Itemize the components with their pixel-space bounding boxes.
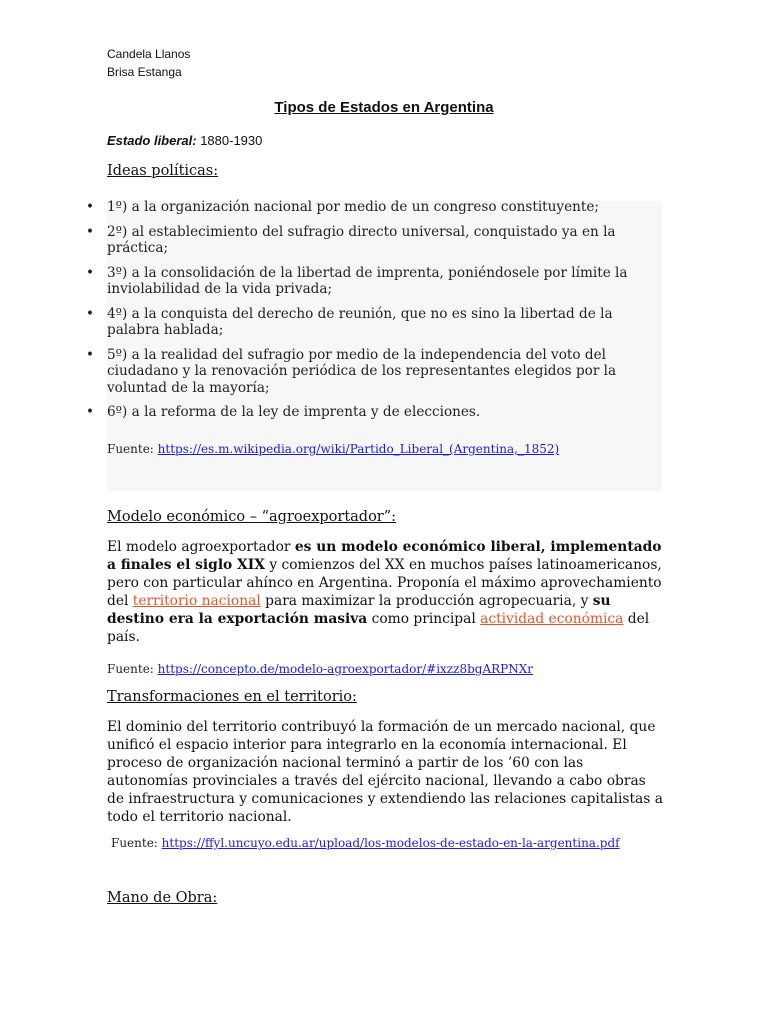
source-label: Fuente: [107, 662, 158, 676]
document-title: Tipos de Estados en Argentina [274, 99, 494, 116]
transformaciones-heading: Transformaciones en el territorio: [107, 689, 357, 705]
bold-text: su destino era la exportación masiva [107, 593, 611, 627]
source-label: Fuente: [107, 442, 158, 456]
ideas-heading: Ideas políticas: [107, 163, 219, 179]
estado-line [107, 133, 262, 148]
modelo-heading: Modelo económico – “agroexportador”: [107, 509, 397, 525]
territorio-nacional-link[interactable]: territorio nacional [132, 593, 261, 609]
ideas-list [86, 199, 646, 429]
mano-obra-heading: Mano de Obra: [107, 890, 218, 906]
modelo-paragraph [107, 538, 663, 646]
list-item [86, 265, 646, 298]
bold-text: es un modelo económico liberal, implementado a finales el siglo XIX [107, 539, 662, 573]
bullet-icon: • [86, 199, 95, 215]
source-link[interactable]: https://es.m.wikipedia.org/wiki/Partido_Liberal_(Argentina,_1852) [157, 442, 560, 456]
source-link[interactable]: https://concepto.de/modelo-agroexportador/#ixzz8bgARPNXr [157, 662, 533, 676]
bullet-icon: • [86, 305, 95, 322]
estado-years: 1880-1930 [200, 133, 263, 148]
list-item [86, 306, 646, 339]
list-item-text: 2º) al establecimiento del sufragio directo universal, conquistado ya en la práctica; [107, 223, 616, 256]
list-item [86, 347, 646, 397]
source-link[interactable]: https://ffyl.uncuyo.edu.ar/upload/los-modelos-de-estado-en-la-argentina.pdf [161, 836, 620, 850]
list-item-text: 1º) a la organización nacional por medio de un congreso constituyente; [107, 199, 599, 215]
bullet-icon: • [86, 346, 95, 363]
text-run: El modelo agroexportador [107, 539, 295, 555]
transformaciones-source [111, 836, 620, 850]
list-item [86, 224, 646, 257]
list-item-text: 6º) a la reforma de la ley de imprenta y de elecciones. [107, 404, 481, 420]
modelo-source [107, 662, 533, 676]
list-item [86, 404, 646, 421]
text-run: como principal [367, 611, 481, 627]
ideas-source [107, 442, 559, 456]
text-run: para maximizar la producción agropecuaria, y [260, 593, 593, 609]
source-label: Fuente: [111, 836, 162, 850]
list-item-text: 4º) a la conquista del derecho de reunión, que no es sino la libertad de la palabra hablada; [107, 305, 613, 338]
author-name: Brisa Estanga [107, 65, 182, 79]
bullet-icon: • [86, 223, 95, 240]
text-run: y comienzos del XX en muchos países latinoamericanos, pero con particular ahínco en Argentina. Proponía el máximo aprovechamiento del [107, 557, 662, 609]
list-item [86, 199, 646, 216]
list-item-text: 5º) a la realidad del sufragio por medio de la independencia del voto del ciudadano y la renovación periódica de los representantes elegidos por la voluntad de la mayoría; [107, 346, 617, 396]
list-item-text: 3º) a la consolidación de la libertad de imprenta, poniéndosele por límite la inviolabilidad de la vida privada; [107, 264, 628, 297]
bullet-icon: • [86, 264, 95, 281]
transformaciones-paragraph: El dominio del territorio contribuyó la formación de un mercado nacional, que unificó el espacio interior para integrarlo en la economía internacional. El proceso de organización nacional terminó a partir de los ’60 con las autonomías provinciales a través del ejército nacional, llevando a cabo obras de infraestructura y comunicaciones y extendiendo las relaciones capitalistas a todo el territorio nacional. [107, 719, 663, 825]
text-run: del país. [107, 611, 650, 645]
actividad-economica-link[interactable]: actividad económica [480, 611, 624, 627]
bullet-icon: • [86, 404, 95, 420]
author-name: Candela Llanos [107, 47, 191, 61]
author-list [107, 45, 190, 81]
estado-label: Estado liberal: [107, 133, 197, 148]
